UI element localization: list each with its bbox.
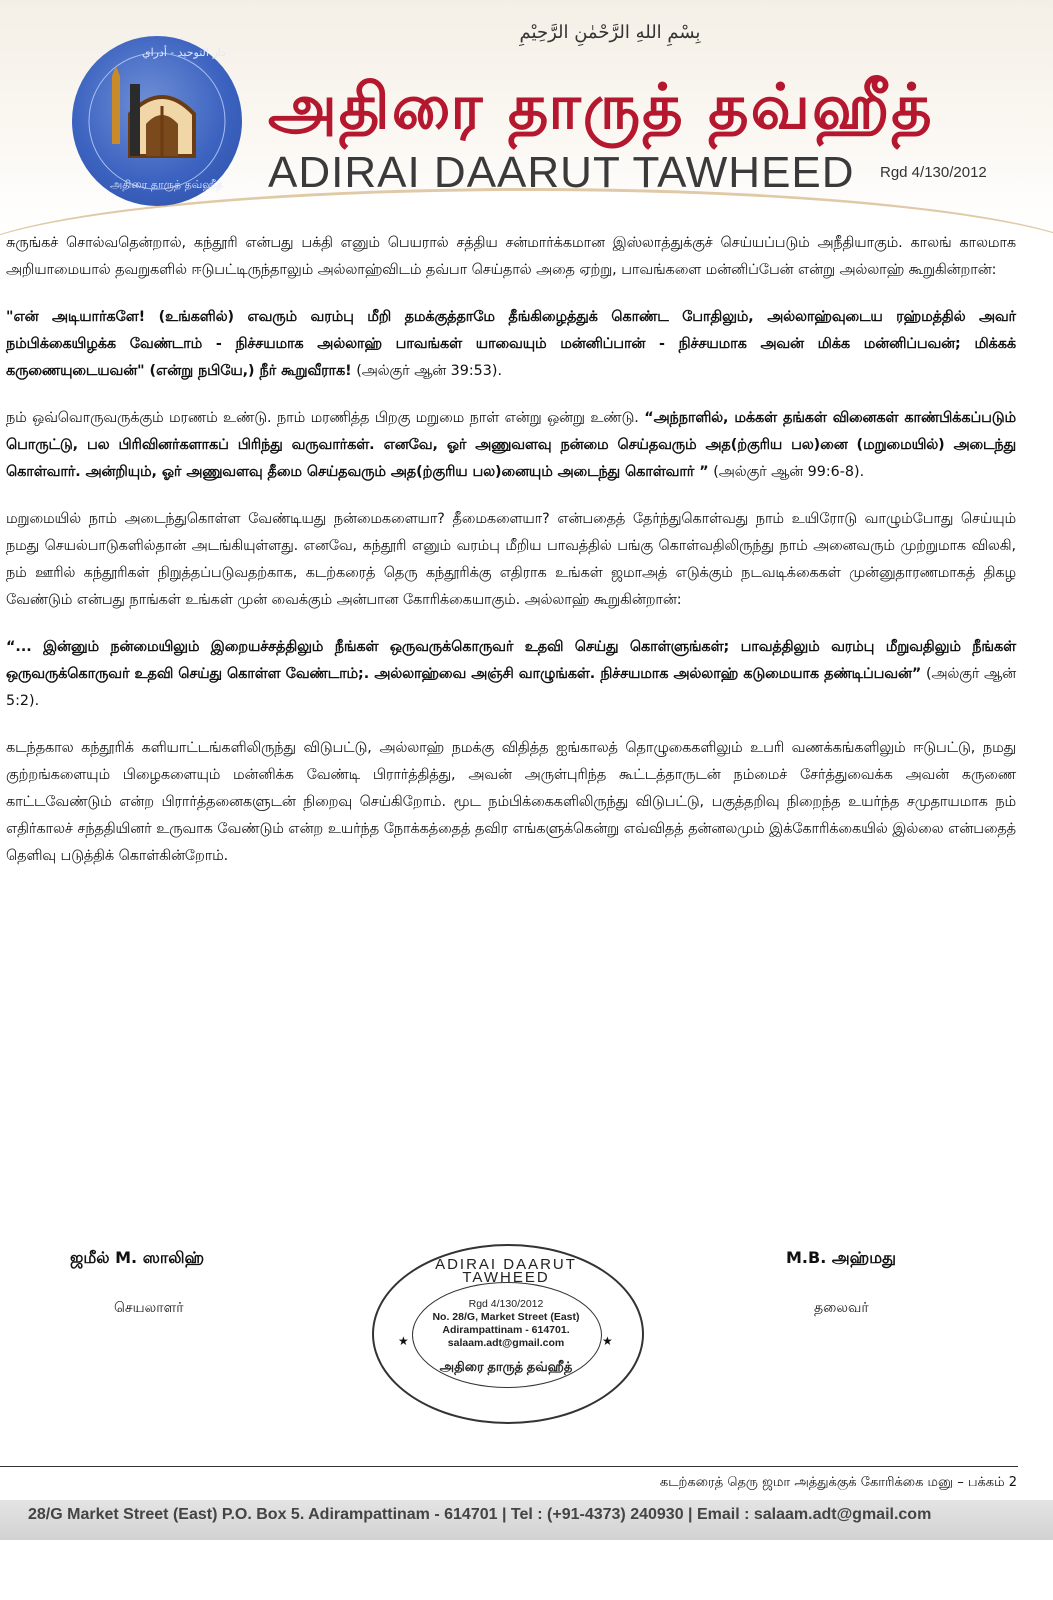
registration-number: Rgd 4/130/2012: [880, 164, 987, 181]
quran-quote-3: [6, 634, 1016, 715]
paragraph-4: கடந்தகால கந்தூரிக் களியாட்டங்களிலிருந்து விடுபட்டு, அல்லாஹ் நமக்கு விதித்த ஐங்காலத் தொழுகைகளிலும் உபரி வணக்கங்களிலும் ஈடுபட்டு, நமது குற்றங்களையும் பிழைகளையும் மன்னிக்க வேண்டி பிரார்த்தித்து, அவன் அருள்புரிந்த கூட்டத்தாருடன் நம்மைச் சேர்த்துவைக்க அவன் கருணை காட்டவேண்டும் என்ற பிரார்த்தனைகளுடன் நிறைவு செய்கிறோம். மூட நம்பிக்கைகளிலிருந்து விடுபட்டு, பகுத்தறிவு நிறைந்த உயர்ந்த சமுதாயமாக நம் எதிர்காலச் சந்ததியினர் உருவாக வேண்டும் என்ற உயர்ந்த நோக்கத்தைத் தவிர எங்களுக்கென்று எவ்விதத் தன்னலமும் இக்கோரிக்கையில் இல்லை என்பதைத் தெளிவு படுத்திக் கொள்கின்றோம்.: [6, 740, 1016, 864]
verse-text: “... இன்னும் நன்மையிலும் இறையச்சத்திலும் நீங்கள் ஒருவருக்கொருவர் உதவி செய்து கொள்ளுங்கள்; பாவத்திலும் வரம்பு மீறுவதிலும் நீங்கள் ஒருவருக்கொருவர் உதவி செய்து கொள்ள வேண்டாம்;. அல்லாஹ்வை அஞ்சி வாழுங்கள். நிச்சயமாக அல்லாஹ் கடுமையாக தண்டிப்பவன்”: [6, 639, 1016, 682]
tamil-organization-title: அதிரை தாருத் தவ்ஹீத்: [268, 70, 934, 143]
stamp-city: Adirampattinam - 614701.: [442, 1324, 570, 1336]
english-organization-title: ADIRAI DAARUT TAWHEED: [268, 148, 855, 197]
quran-quote-1: [6, 304, 1016, 385]
verse-text: “அந்நாளில், மக்கள் தங்கள் வினைகள் காண்பிக்கப்படும் பொருட்டு, பல பிரிவினர்களாகப் பிரிந்து வருவார்கள். எனவே, ஓர் அணுவளவு நன்மை செய்தவரும் அத(ற்குரிய பல)னை (மறுமையில்) அடைந்து கொள்வார். அன்றியும், ஓர் அணுவளவு தீமை செய்தவரும் அத(ற்குரிய பல)னையும் அடைந்து கொள்வார் ”: [6, 410, 1017, 480]
footer-divider: [0, 1466, 1018, 1467]
emblem-tamil-text: அதிரை தாருத் தவ்ஹீத்: [110, 178, 224, 191]
emblem-arabic-text: دار التوحيد - أدراي: [142, 46, 226, 59]
paragraph-1: சுருங்கச் சொல்வதென்றால், கந்தூரி என்பது பக்தி எனும் பெயரால் சத்திய சன்மார்க்கமான இஸ்லாத்துக்குச் செய்யப்படும் அநீதியாகும். காலங் காலமாக அறியாமையால் தவறுகளில் ஈடுபட்டிருந்தாலும் அல்லாஹ்விடம் தவ்பா செய்தால் அதை ஏற்று, பாவங்களை மன்னிப்பேன் என்று அல்லாஹ் கூறுகின்றான்:: [6, 235, 1016, 278]
page-label: கடற்கரைத் தெரு ஜமா அத்துக்குக் கோரிக்கை மனு – பக்கம் 2: [659, 1475, 1017, 1490]
secretary-signature: ஜமீல் M. ஸாலிஹ்: [70, 1248, 205, 1267]
president-signature: M.B. அஹ்மது: [786, 1248, 896, 1267]
president-title: தலைவர்: [814, 1300, 869, 1316]
paragraph-text: நம் ஒவ்வொருவருக்கும் மரணம் உண்டு. நாம் மரணித்த பிறகு மறுமை நாள் என்று ஒன்று உண்டு.: [6, 410, 639, 426]
basmala: بِسْمِ اللهِ الرَّحْمٰنِ الرَّحِيْمِ: [519, 22, 701, 43]
verse-reference: (அல்குர் ஆன் 39:53).: [356, 363, 503, 379]
verse-reference: (அல்குர் ஆன் 99:6-8).: [713, 464, 865, 480]
secretary-title: செயலாளர்: [114, 1300, 184, 1316]
paragraph-3: மறுமையில் நாம் அடைந்துகொள்ள வேண்டியது நன்மைகளையா? தீமைகளையா? என்பதைத் தேர்ந்துகொள்வது நாம் உயிரோடு வாழும்போது செய்யும் நமது செயல்பாடுகளில்தான் அடங்கியுள்ளது. எனவே, கந்தூரி எனும் வரம்பு மீறிய பாவத்தில் பங்கு கொள்வதிலிருந்து நாம் அனைவரும் முற்றுமாக விலகி, நம் ஊரில் கந்தூரிகள் நிறுத்தப்படுவதற்காக, கடற்கரைத் தெரு கந்தூரிக்கு எதிராக உங்கள் ஜமாஅத் எடுக்கும் நடவடிக்கைகள் முன்னுதாரணமாகத் திகழ வேண்டும் என்பது நாங்கள் உங்கள் முன் வைக்கும் அன்பான கோரிக்கையாகும். அல்லாஹ் கூறுகின்றான்:: [6, 511, 1016, 608]
star-icon: ★: [398, 1334, 409, 1348]
stamp-arc-text: ADIRAI DAARUT TAWHEED: [435, 1256, 577, 1286]
star-icon: ★: [602, 1334, 613, 1348]
organization-emblem: [72, 36, 242, 206]
verse-text: "என் அடியார்களே! (உங்களில்) எவரும் வரம்பு மீறி தமக்குத்தாமே தீங்கிழைத்துக் கொண்ட போதிலும், அல்லாஹ்வுடைய ரஹ்மத்தில் அவர் நம்பிக்கையிழக்க வேண்டாம் - நிச்சயமாக அல்லாஹ் பாவங்கள் யாவையும் மன்னிப்பான் - நிச்சயமாக அவன் மிக்க மன்னிப்பவன்; மிக்கக் கருணையுடையவன்" (என்று நபியே,) நீர் கூறுவீராக!: [6, 309, 1016, 379]
stamp-address: No. 28/G, Market Street (East): [432, 1311, 580, 1323]
stamp-email: salaam.adt@gmail.com: [447, 1337, 565, 1349]
footer-contact: 28/G Market Street (East) P.O. Box 5. Adirampattinam - 614701 | Tel : (+91-4373) 240930 | Email : salaam.adt@gmail.com: [28, 1506, 932, 1523]
stamp-registration: Rgd 4/130/2012: [468, 1298, 544, 1310]
verse-reference: (அல்குர் ஆன் 5:2).: [6, 666, 1016, 709]
stamp-tamil-name: அதிரை தாருத் தவ்ஹீத்: [439, 1359, 573, 1374]
paragraph-2: [6, 405, 1016, 486]
letter-body: [6, 230, 1016, 890]
